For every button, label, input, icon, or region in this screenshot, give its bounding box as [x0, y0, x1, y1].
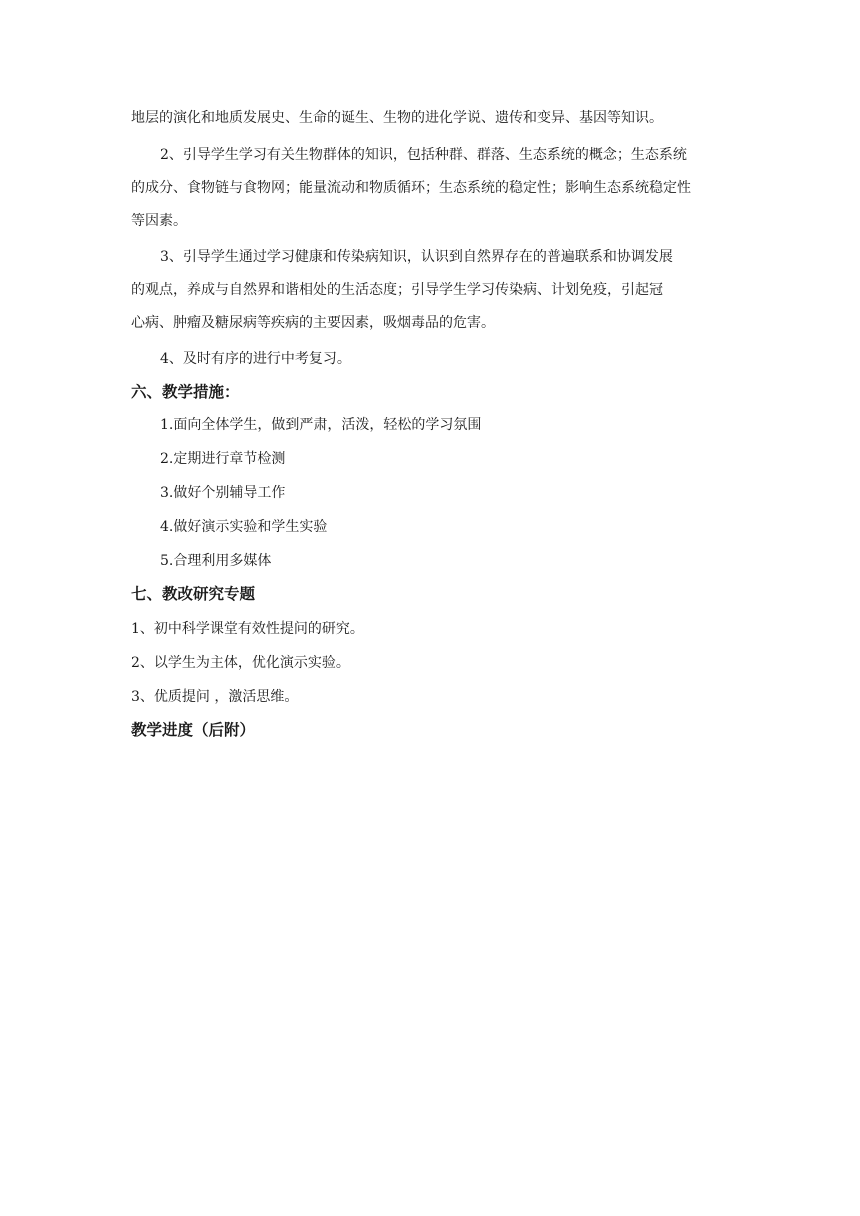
measure-item: 5.合理利用多媒体 [160, 553, 272, 569]
objective-2-line-3: 等因素。 [131, 213, 187, 229]
research-topic-item: 2、以学生为主体，优化演示实验。 [131, 655, 350, 671]
measure-item: 1.面向全体学生，做到严肃，活泼，轻松的学习氛围 [160, 417, 482, 433]
objective-3-line-1: 3、引导学生通过学习健康和传染病知识，认识到自然界存在的普遍联系和协调发展 [160, 249, 673, 265]
research-topic-item: 1、初中科学课堂有效性提问的研究。 [131, 621, 364, 637]
objective-2-line-1: 2、引导学生学习有关生物群体的知识，包括种群、群落、生态系统的概念；生态系统 [160, 147, 687, 163]
objective-2-line-2: 的成分、食物链与食物网；能量流动和物质循环；生态系统的稳定性；影响生态系统稳定性 [131, 180, 691, 196]
schedule-heading: 教学进度（后附） [131, 721, 256, 739]
section-6-heading: 六、教学措施： [131, 383, 240, 401]
intro-line: 地层的演化和地质发展史、生命的诞生、生物的进化学说、遗传和变异、基因等知识。 [131, 110, 663, 126]
objective-3-line-3: 心病、肿瘤及糖尿病等疾病的主要因素，吸烟毒品的危害。 [131, 315, 495, 331]
section-7-heading: 七、教改研究专题 [131, 585, 256, 603]
research-topic-item: 3、优质提问 ，激活思维。 [131, 689, 299, 705]
objective-4: 4、及时有序的进行中考复习。 [160, 351, 351, 367]
measure-item: 4.做好演示实验和学生实验 [160, 519, 328, 535]
objective-3-line-2: 的观点，养成与自然界和谐相处的生活态度；引导学生学习传染病、计划免疫，引起冠 [131, 282, 663, 298]
measure-item: 3.做好个别辅导工作 [160, 485, 286, 501]
measure-item: 2.定期进行章节检测 [160, 451, 286, 467]
